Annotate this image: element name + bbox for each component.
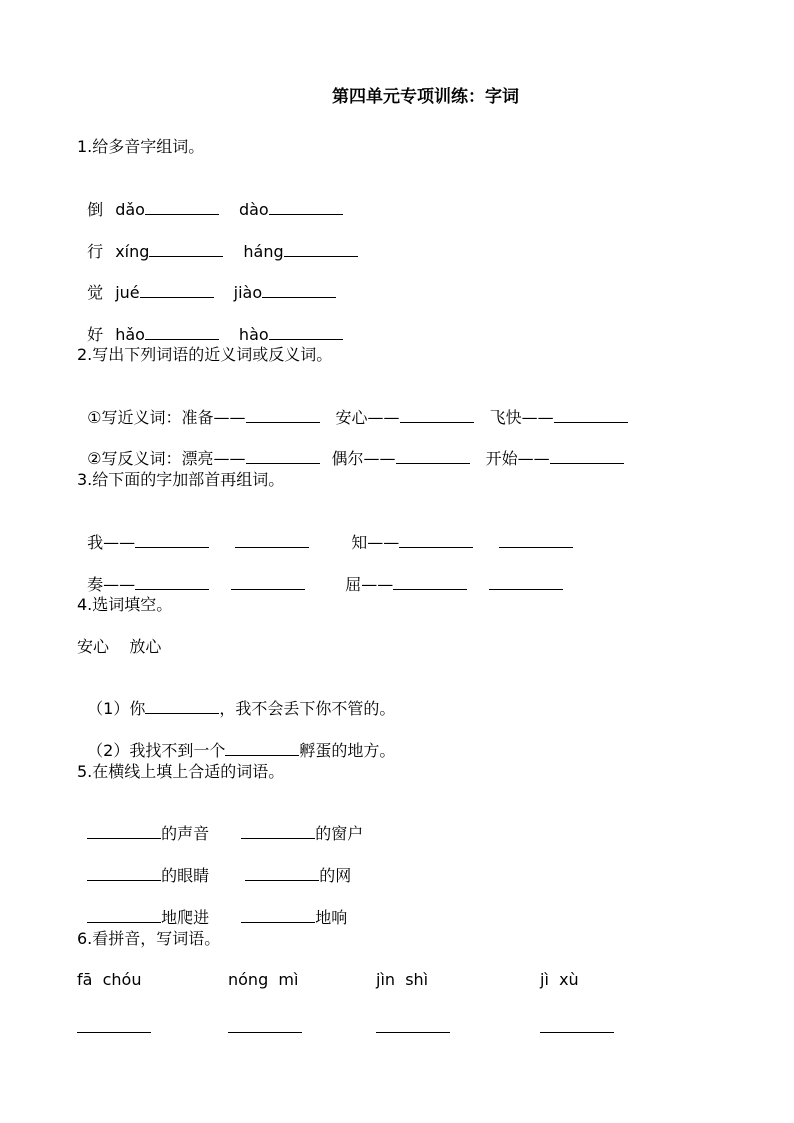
q5-row	[77, 803, 363, 844]
phrase-text: 的声音	[161, 824, 210, 843]
pinyin: dào	[238, 200, 269, 219]
prompt-char: 奏——	[87, 575, 136, 594]
pinyin: háng	[243, 242, 284, 261]
answer-blank[interactable]	[269, 199, 343, 215]
q5-row	[77, 887, 347, 928]
q3-row	[77, 512, 573, 553]
answer-blank[interactable]	[149, 241, 223, 257]
answer-blank[interactable]	[540, 1017, 614, 1033]
answer-blank[interactable]	[499, 532, 573, 548]
prompt-word: 安心——	[335, 408, 400, 427]
answer-blank[interactable]	[241, 907, 315, 923]
polyphone-char: 好	[87, 325, 104, 344]
q1-row	[77, 179, 343, 220]
q5-row	[77, 845, 351, 886]
prompt-char: 知——	[351, 533, 400, 552]
prompt-word: 开始——	[485, 449, 550, 468]
answer-blank[interactable]	[135, 574, 209, 590]
answer-blank[interactable]	[262, 282, 336, 298]
answer-blank[interactable]	[228, 1017, 302, 1033]
answer-blank[interactable]	[87, 865, 161, 881]
answer-blank[interactable]	[140, 282, 214, 298]
answer-blank[interactable]	[489, 574, 563, 590]
polyphone-char: 觉	[87, 283, 104, 302]
answer-blank[interactable]	[87, 907, 161, 923]
polyphone-char: 倒	[87, 200, 104, 219]
sentence-text: （1）你	[87, 699, 146, 718]
phrase-text: 的眼睛	[161, 866, 210, 885]
q4-sentence	[77, 678, 395, 719]
q1-heading: 1.给多音字组词。	[77, 137, 205, 156]
answer-blank[interactable]	[231, 574, 305, 590]
polyphone-char: 行	[87, 242, 104, 261]
answer-blank[interactable]	[554, 407, 628, 423]
answer-blank[interactable]	[284, 241, 358, 257]
q6-heading: 6.看拼音，写词语。	[77, 929, 221, 948]
q1-row	[77, 304, 343, 345]
answer-blank[interactable]	[225, 740, 299, 756]
answer-blank[interactable]	[269, 324, 343, 340]
q1-row	[77, 221, 358, 262]
prompt-word: 飞快——	[489, 408, 554, 427]
answer-blank[interactable]	[393, 574, 467, 590]
pinyin-prompt: fā chóu	[77, 970, 142, 989]
q3-heading: 3.给下面的字加部首再组词。	[77, 470, 285, 489]
answer-blank[interactable]	[87, 823, 161, 839]
pinyin: dǎo	[115, 200, 145, 219]
prompt-word: 偶尔——	[331, 449, 396, 468]
pinyin: jué	[115, 283, 140, 302]
phrase-text: 的窗户	[315, 824, 364, 843]
answer-blank[interactable]	[400, 407, 474, 423]
pinyin: hào	[238, 325, 269, 344]
pinyin: hǎo	[115, 325, 145, 344]
pinyin: jiào	[233, 283, 263, 302]
word-choices: 安心 放心	[77, 637, 162, 656]
answer-blank[interactable]	[235, 532, 309, 548]
q2-row	[77, 387, 628, 428]
pinyin-prompt: jìn shì	[376, 970, 429, 989]
q1-row	[77, 262, 336, 303]
prompt-word: 准备——	[181, 408, 246, 427]
row-label: ①写近义词：	[87, 408, 182, 427]
prompt-word: 漂亮——	[181, 449, 246, 468]
answer-blank[interactable]	[135, 532, 209, 548]
prompt-char: 屈——	[345, 575, 394, 594]
answer-blank[interactable]	[246, 407, 320, 423]
pinyin-prompt: nóng mì	[228, 970, 299, 989]
sentence-text: （2）我找不到一个	[87, 741, 226, 760]
page-title: 第四单元专项训练：字词	[332, 87, 519, 107]
sentence-text: 孵蛋的地方。	[299, 741, 396, 760]
phrase-text: 的网	[319, 866, 352, 885]
answer-blank[interactable]	[145, 199, 219, 215]
answer-blank[interactable]	[246, 448, 320, 464]
row-label: ②写反义词：	[87, 449, 182, 468]
q3-row	[77, 554, 563, 595]
answer-blank[interactable]	[145, 324, 219, 340]
q4-heading: 4.选词填空。	[77, 595, 173, 614]
answer-blank[interactable]	[145, 698, 219, 714]
q5-heading: 5.在横线上填上合适的词语。	[77, 762, 285, 781]
q2-row	[77, 428, 624, 469]
answer-blank[interactable]	[241, 823, 315, 839]
sentence-text: ，我不会丢下你不管的。	[219, 699, 396, 718]
answer-blank[interactable]	[550, 448, 624, 464]
pinyin: xíng	[115, 242, 150, 261]
q4-sentence	[77, 720, 395, 761]
q2-heading: 2.写出下列词语的近义词或反义词。	[77, 345, 333, 364]
prompt-char: 我——	[87, 533, 136, 552]
phrase-text: 地爬进	[161, 908, 210, 927]
answer-blank[interactable]	[396, 448, 470, 464]
pinyin-prompt: jì xù	[540, 970, 579, 989]
answer-blank[interactable]	[245, 865, 319, 881]
answer-blank[interactable]	[77, 1017, 151, 1033]
answer-blank[interactable]	[376, 1017, 450, 1033]
phrase-text: 地响	[315, 908, 348, 927]
answer-blank[interactable]	[399, 532, 473, 548]
